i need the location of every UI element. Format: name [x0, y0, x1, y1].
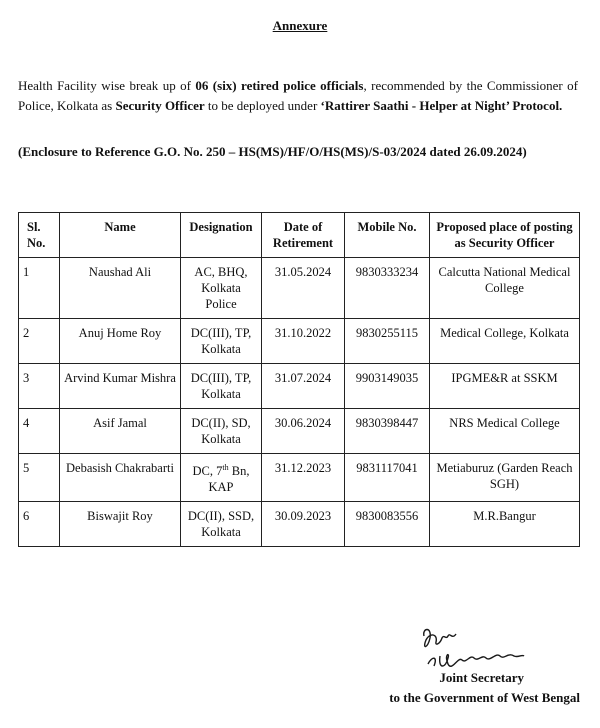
officials-table	[18, 212, 580, 547]
header-name: Name	[60, 213, 181, 258]
cell-posting: Calcutta National Medical College	[430, 258, 580, 319]
cell-sl: 4	[19, 409, 60, 454]
cell-designation: DC(II), SD, Kolkata	[181, 409, 262, 454]
cell-designation: AC, BHQ, Kolkata Police	[181, 258, 262, 319]
signatory-title: Joint Secretary	[439, 670, 524, 685]
designation-superscript: th	[222, 463, 229, 472]
cell-name: Anuj Home Roy	[60, 319, 181, 364]
cell-designation: DC(II), SSD, Kolkata	[181, 502, 262, 547]
cell-designation: DC(III), TP, Kolkata	[181, 319, 262, 364]
cell-date: 30.06.2024	[262, 409, 345, 454]
cell-posting: NRS Medical College	[430, 409, 580, 454]
signatory-block	[300, 668, 580, 708]
header-sl-no: Sl. No.	[19, 213, 60, 258]
intro-bold-role: Security Officer	[115, 98, 205, 113]
cell-mobile: 9830333234	[345, 258, 430, 319]
intro-paragraph	[18, 76, 578, 116]
cell-name: Naushad Ali	[60, 258, 181, 319]
intro-bold-protocol: ‘Rattirer Saathi - Helper at Night’ Protocol.	[320, 98, 563, 113]
cell-sl: 1	[19, 258, 60, 319]
header-proposed-posting: Proposed place of posting as Security Officer	[430, 213, 580, 258]
cell-name: Arvind Kumar Mishra	[60, 364, 181, 409]
table-header-row	[19, 213, 580, 258]
cell-designation	[181, 454, 262, 502]
intro-text-1: Health Facility wise break up of	[18, 78, 196, 93]
cell-mobile: 9831117041	[345, 454, 430, 502]
annexure-title: Annexure	[272, 18, 328, 33]
cell-sl: 5	[19, 454, 60, 502]
cell-date: 31.05.2024	[262, 258, 345, 319]
header-mobile-no: Mobile No.	[345, 213, 430, 258]
table-row	[19, 502, 580, 547]
cell-sl: 6	[19, 502, 60, 547]
cell-sl: 2	[19, 319, 60, 364]
cell-mobile: 9830255115	[345, 319, 430, 364]
header-date-of-retirement: Date of Retirement	[262, 213, 345, 258]
enclosure-reference: (Enclosure to Reference G.O. No. 250 – HS(MS)/HF/O/HS(MS)/S-03/2024 dated 26.09.2024)	[18, 144, 527, 159]
cell-mobile: 9830398447	[345, 409, 430, 454]
cell-date: 31.10.2022	[262, 319, 345, 364]
cell-mobile: 9830083556	[345, 502, 430, 547]
cell-name: Debasish Chakrabarti	[60, 454, 181, 502]
cell-name: Asif Jamal	[60, 409, 181, 454]
cell-posting: M.R.Bangur	[430, 502, 580, 547]
table-row	[19, 319, 580, 364]
cell-posting: Metiaburuz (Garden Reach SGH)	[430, 454, 580, 502]
cell-name: Biswajit Roy	[60, 502, 181, 547]
header-designation: Designation	[181, 213, 262, 258]
cell-date: 31.07.2024	[262, 364, 345, 409]
table-row	[19, 454, 580, 502]
cell-designation: DC(III), TP, Kolkata	[181, 364, 262, 409]
intro-bold-count: 06 (six) retired police officials	[195, 78, 364, 93]
intro-text-2: , recommended by the Commissioner of Police, Kolkata as	[18, 78, 578, 113]
table-row	[19, 364, 580, 409]
intro-text-3: to be deployed under	[204, 98, 321, 113]
signatory-office: to the Government of West Bengal	[389, 690, 580, 705]
cell-posting: IPGME&R at SSKM	[430, 364, 580, 409]
cell-date: 31.12.2023	[262, 454, 345, 502]
table-row	[19, 409, 580, 454]
cell-date: 30.09.2023	[262, 502, 345, 547]
table-row	[19, 258, 580, 319]
cell-posting: Medical College, Kolkata	[430, 319, 580, 364]
designation-prefix: DC, 7	[192, 464, 223, 479]
handwritten-signature	[418, 626, 528, 674]
cell-mobile: 9903149035	[345, 364, 430, 409]
cell-sl: 3	[19, 364, 60, 409]
designation-suffix: Bn, KAP	[208, 464, 250, 495]
